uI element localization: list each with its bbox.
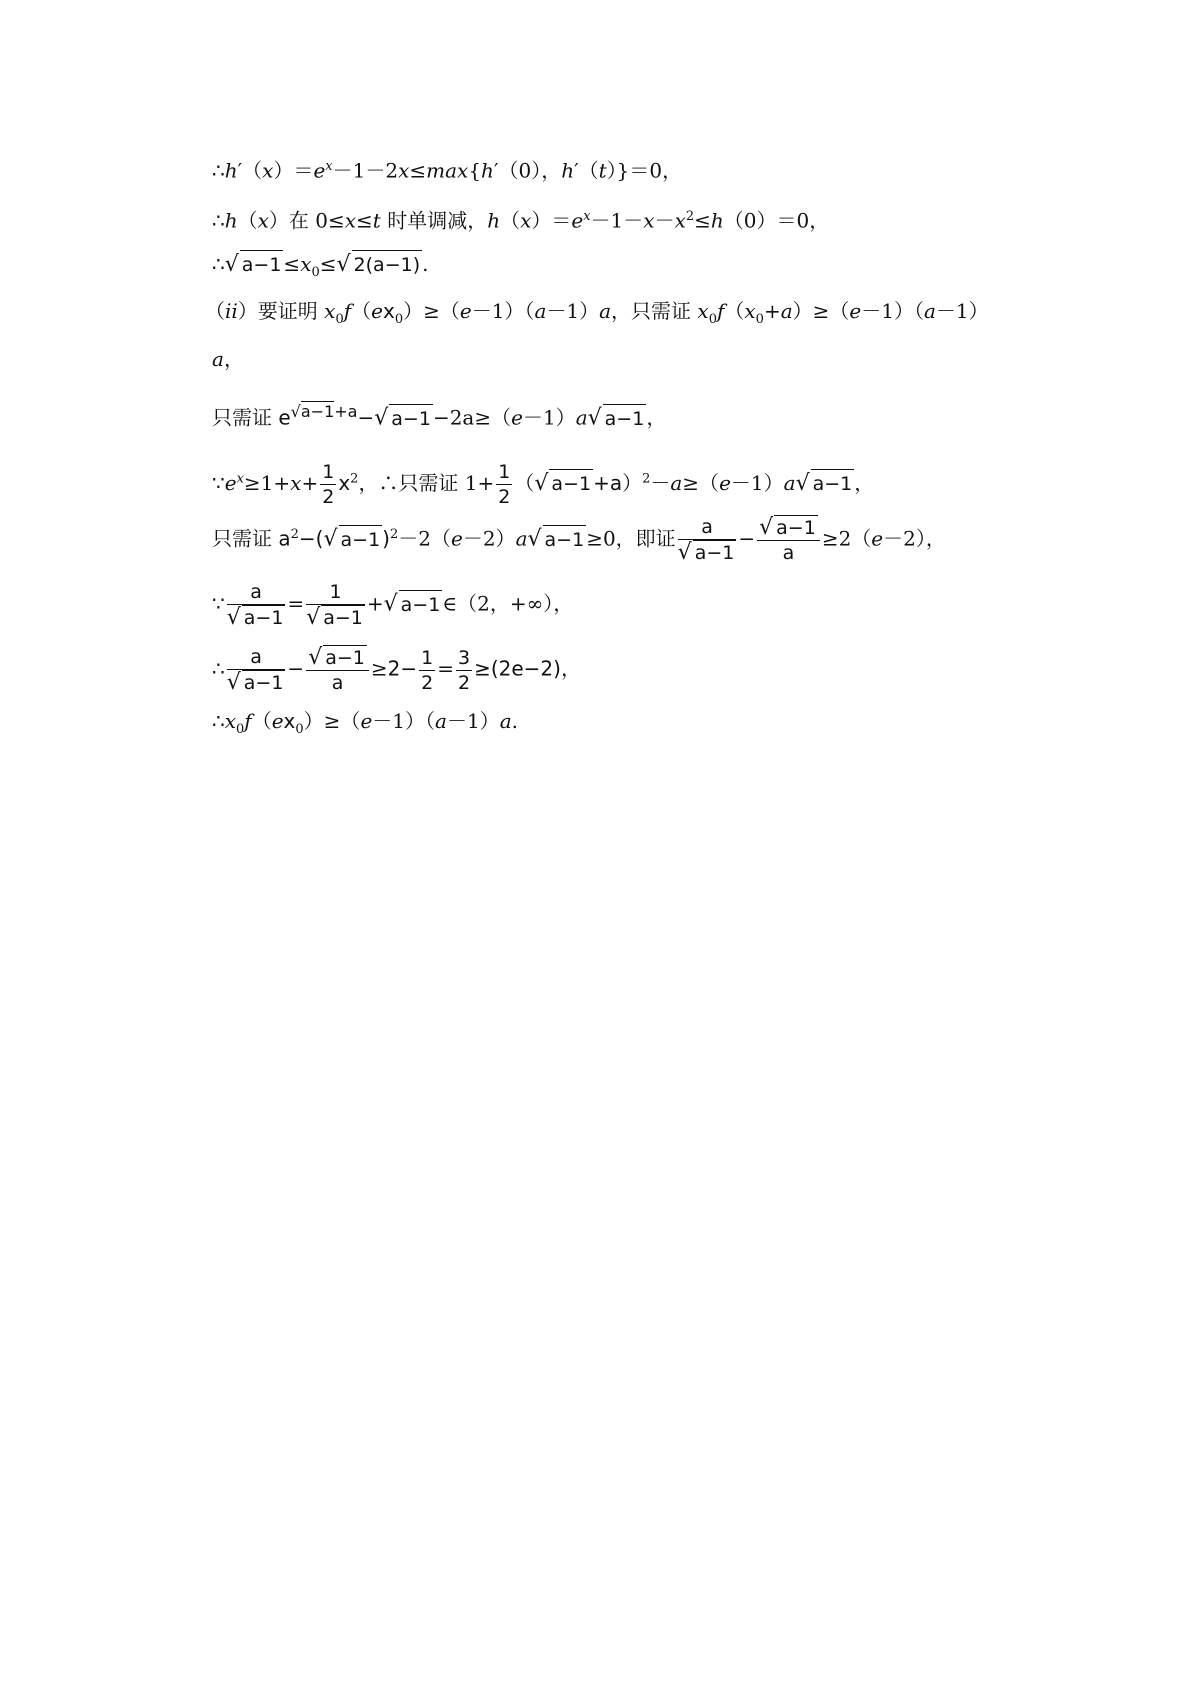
proof-line-5: a， <box>212 347 244 371</box>
proof-line-7: $\because e^x\ge 1+x+$ $\frac{1}{2}$ $x^2$，∴只需证 1+ $\frac{1}{2}$ （√ a−1 +a）$^2$－a≥（e－1）a√ a−1 ， <box>212 461 875 508</box>
proof-line-2: ∴h（x）在 0≤x≤t 时单调减，$h(x)=e^x-1-x-x^2\le h(0)=0$， <box>212 208 830 233</box>
proof-line-3: ∴√ $a-1 \le x_0\le√$ 2(a−1) . <box>212 252 429 280</box>
proof-line-1: $\therefore h'(x)=e^x-1-2x\le\max\{h'(0)$，h′（t）}＝0， <box>212 158 683 183</box>
proof-line-6: 只需证 $e^{√a-1+a}-√$ a−1 −2a≥（e－1）a√ a−1 ， <box>212 402 667 431</box>
proof-line-8: 只需证 $a^2-(√$ a−1 )$^2$－2（e－2）a√ a−1 ≥0，即证 $\frac{a}{√ a-1}$ − $\frac{√ a-1}{a}$ ≥2（e－2）， <box>212 515 946 565</box>
proof-line-10: ∴ $\frac{a}{√ a-1}$ − $\frac{√ a-1}{a}$ ≥2− $\frac{1}{2}$ = $\frac{3}{2}$ ≥(2e−2)， <box>212 645 581 695</box>
proof-line-4: （ii）要证明 $x_0f(ex_0)\ge(e-1)(a-1)a$，只需证 $x_0f(x_0+a)\ge(e-1)(a-1)$ <box>205 299 989 327</box>
proof-line-11: $\therefore x_0f(ex_0)\ge(e-1)(a-1)a$. <box>212 709 518 737</box>
proof-line-9: ∵ $\frac{a}{√ a-1}$ = $\frac{1}{√ a-1}$ +√ a−1 ∈（2，+∞）， <box>212 581 574 630</box>
